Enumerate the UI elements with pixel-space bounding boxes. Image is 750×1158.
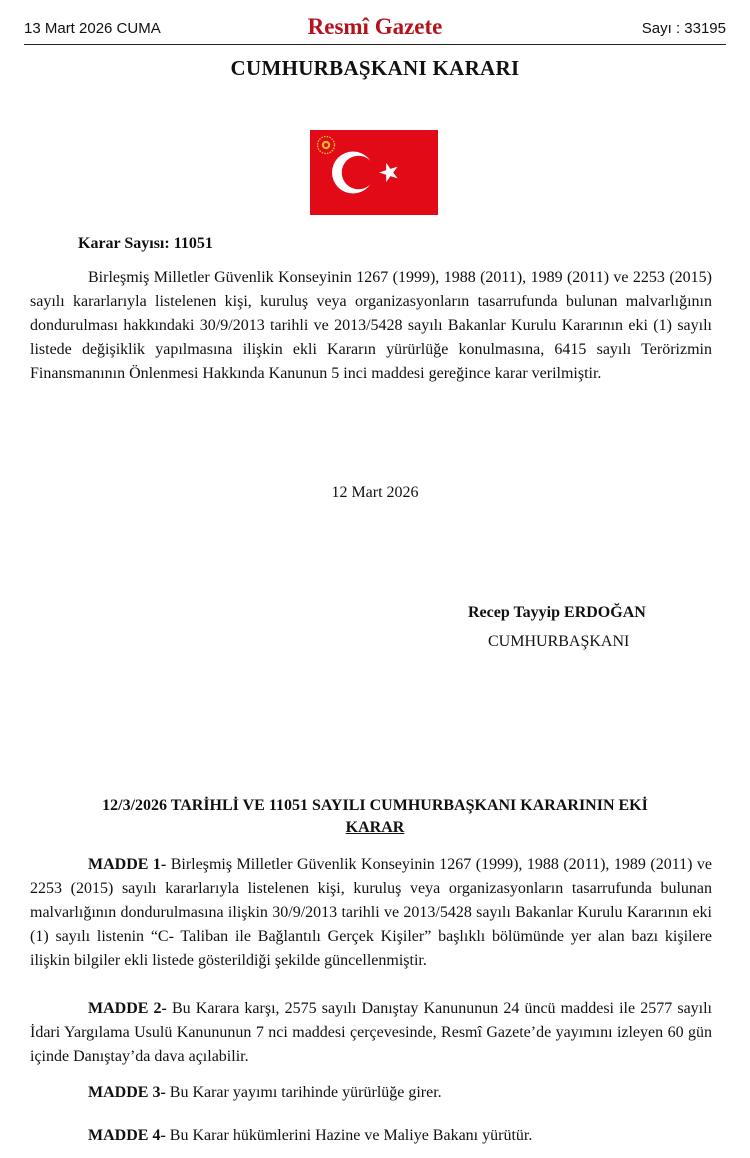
article-label: MADDE 2- [88, 1000, 167, 1017]
article-text: Bu Karar hükümlerini Hazine ve Maliye Bakanı yürütür. [165, 1127, 533, 1144]
article-label: MADDE 3- [88, 1084, 166, 1101]
document-title: CUMHURBAŞKANI KARARI [230, 56, 520, 80]
turkish-flag-icon [310, 130, 438, 215]
article-label: MADDE 1- [88, 856, 167, 873]
intro-text: Birleşmiş Milletler Güvenlik Konseyinin 1267 (1999), 1988 (2011), 1989 (2011) ve 2253 (2015) sayılı kararlarıyla listelenen kişi, kuruluş veya organizasyonların tasarrufunda bulunan malvarlığının dondurulması hakkındaki 30/9/2013 tarihli ve 2013/5428 sayılı Bakanlar Kurulu Kararının eki (1) sayılı listede değişiklik yapılmasına ilişkin ekli Kararın yürürlüğe konulmasına, 6415 sayılı Terörizmin Finansmanının Önlenmesi Hakkında Kanunun 5 inci maddesi gereğince karar verilmiştir. [30, 269, 712, 382]
issue-date: 13 Mart 2026 CUMA [24, 20, 161, 37]
article-text: Bu Karar yayımı tarihinde yürürlüğe girer. [165, 1084, 442, 1101]
article-1 [30, 853, 712, 973]
gazette-title: Resmî Gazete [307, 14, 443, 39]
article-text: Bu Karara karşı, 2575 sayılı Danıştay Kanununun 24 üncü maddesi ile 2577 sayılı İdari Yargılama Usulü Kanununun 7 nci maddesi çerçevesinde, Resmî Gazete’de yayımını izleyen 60 gün içinde Danıştay’da dava açılabilir. [30, 1000, 713, 1065]
article-4 [30, 1124, 712, 1148]
header-divider [24, 44, 726, 45]
signer-name: Recep Tayyip ERDOĞAN [468, 604, 646, 621]
article-3 [30, 1081, 712, 1105]
decision-number: Karar Sayısı: 11051 [78, 235, 213, 252]
annex-title-line2: KARAR [345, 819, 405, 836]
annex-title-line1: 12/3/2026 TARİHLİ VE 11051 SAYILI CUMHURBAŞKANI KARARININ EKİ [102, 797, 648, 814]
issue-number: Sayı : 33195 [641, 20, 726, 37]
article-text: Birleşmiş Milletler Güvenlik Konseyinin 1267 (1999), 1988 (2011), 1989 (2011) ve 2253 (2015) sayılı kararlarıyla listelenen kişi, kuruluş veya organizasyonların tasarrufunda bulunan malvarlığının dondurulmasına ilişkin 30/9/2013 tarihli ve 2013/5428 sayılı Bakanlar Kurulu Kararının eki (1) sayılı listenin “C- Taliban ile Bağlantılı Gerçek Kişiler” başlıklı bölümünde yer alan bazı kişilere ilişkin bilgiler ekli listede gösterildiği şekilde güncellenmiştir. [30, 856, 713, 969]
gazette-header [24, 14, 726, 44]
annex-title [40, 795, 710, 839]
signature-date: 12 Mart 2026 [331, 484, 419, 501]
signer-title: CUMHURBAŞKANI [488, 633, 630, 650]
article-label: MADDE 4- [88, 1127, 166, 1144]
intro-paragraph [30, 266, 712, 386]
article-2 [30, 997, 712, 1069]
